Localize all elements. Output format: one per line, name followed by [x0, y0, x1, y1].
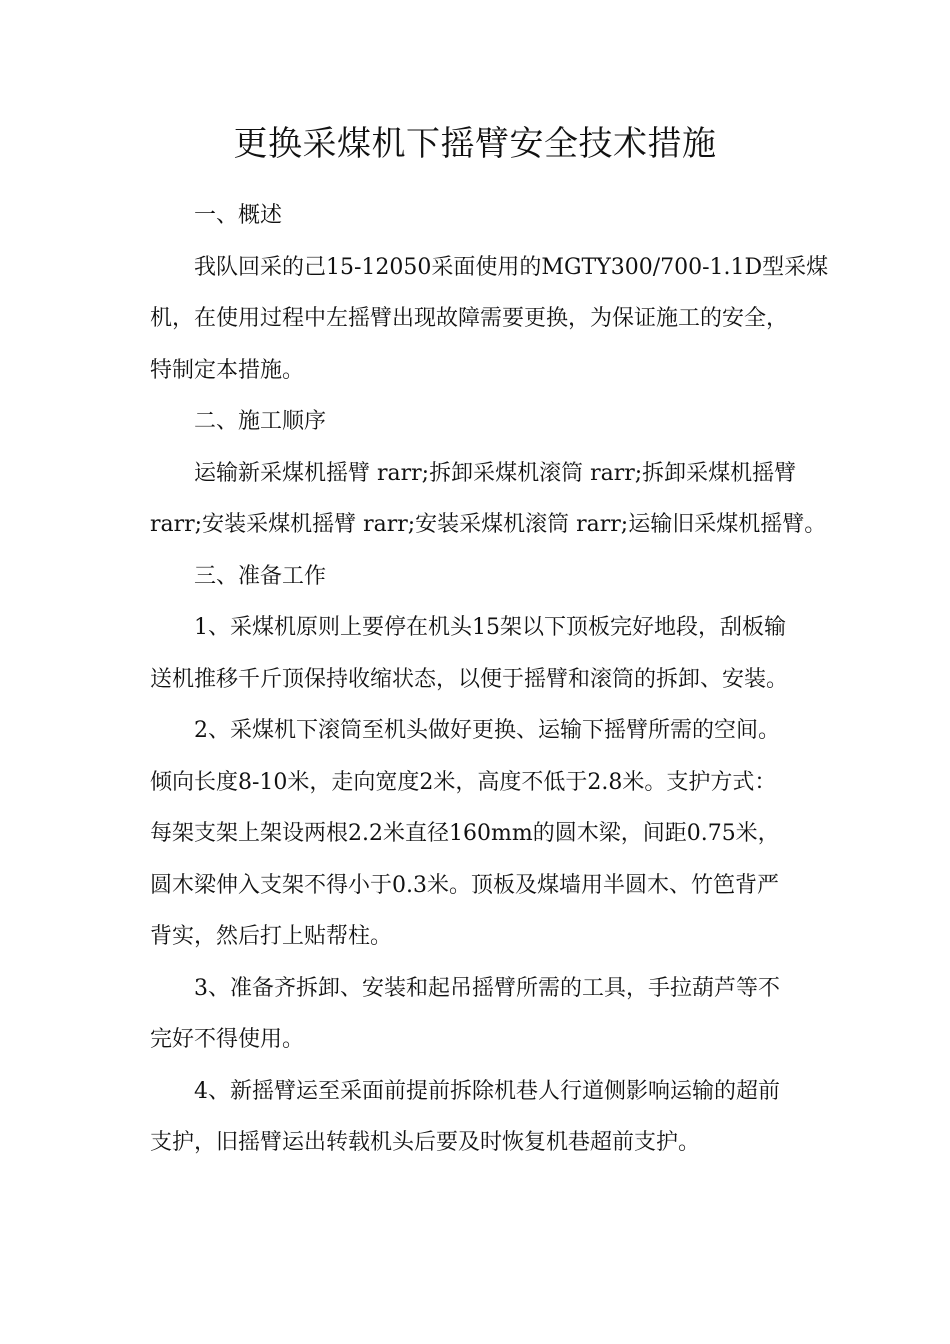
body-line: 支护，旧摇臂运出转载机头后要及时恢复机巷超前支护。: [150, 1130, 701, 1155]
body-line: 4、新摇臂运至采面前提前拆除机巷人行道侧影响运输的超前: [194, 1078, 780, 1104]
document-title: 更换采煤机下摇臂安全技术措施: [233, 124, 717, 164]
body-line: 每架支架上架设两根2.2米直径160mm的圆木梁，间距0.75米，: [150, 821, 780, 846]
body-line: 运输新采煤机摇臂 rarr;拆卸采煤机滚筒 rarr;拆卸采煤机摇臂: [194, 460, 797, 486]
body-line: 2、采煤机下滚筒至机头做好更换、运输下摇臂所需的空间。: [194, 718, 780, 743]
body-line: 圆木梁伸入支架不得小于0.3米。顶板及煤墙用半圆木、竹笆背严: [150, 872, 779, 898]
body-line: 1、采煤机原则上要停在机头15架以下顶板完好地段，刮板输: [194, 615, 786, 640]
body-line: 倾向长度8-10米，走向宽度2米，高度不低于2.8米。支护方式：: [150, 769, 777, 795]
section-heading-preparation: 三、准备工作: [194, 563, 327, 589]
body-line: rarr;安装采煤机摇臂 rarr;安装采煤机滚筒 rarr;运输旧采煤机摇臂。: [150, 512, 827, 537]
body-line: 3、准备齐拆卸、安装和起吊摇臂所需的工具，手拉葫芦等不: [194, 975, 780, 1001]
body-line: 特制定本措施。: [150, 357, 305, 383]
body-line: 送机推移千斤顶保持收缩状态，以便于摇臂和滚筒的拆卸、安装。: [150, 666, 789, 692]
body-line: 机，在使用过程中左摇臂出现故障需要更换，为保证施工的安全，: [150, 306, 789, 331]
section-heading-sequence: 二、施工顺序: [194, 409, 327, 434]
body-line: 完好不得使用。: [150, 1027, 305, 1052]
body-line: 背实，然后打上贴帮柱。: [150, 924, 393, 949]
section-heading-overview: 一、概述: [194, 203, 283, 228]
body-line: 我队回采的己15-12050采面使用的MGTY300/700-1.1D型采煤: [194, 254, 829, 280]
document-body: [150, 190, 829, 1169]
